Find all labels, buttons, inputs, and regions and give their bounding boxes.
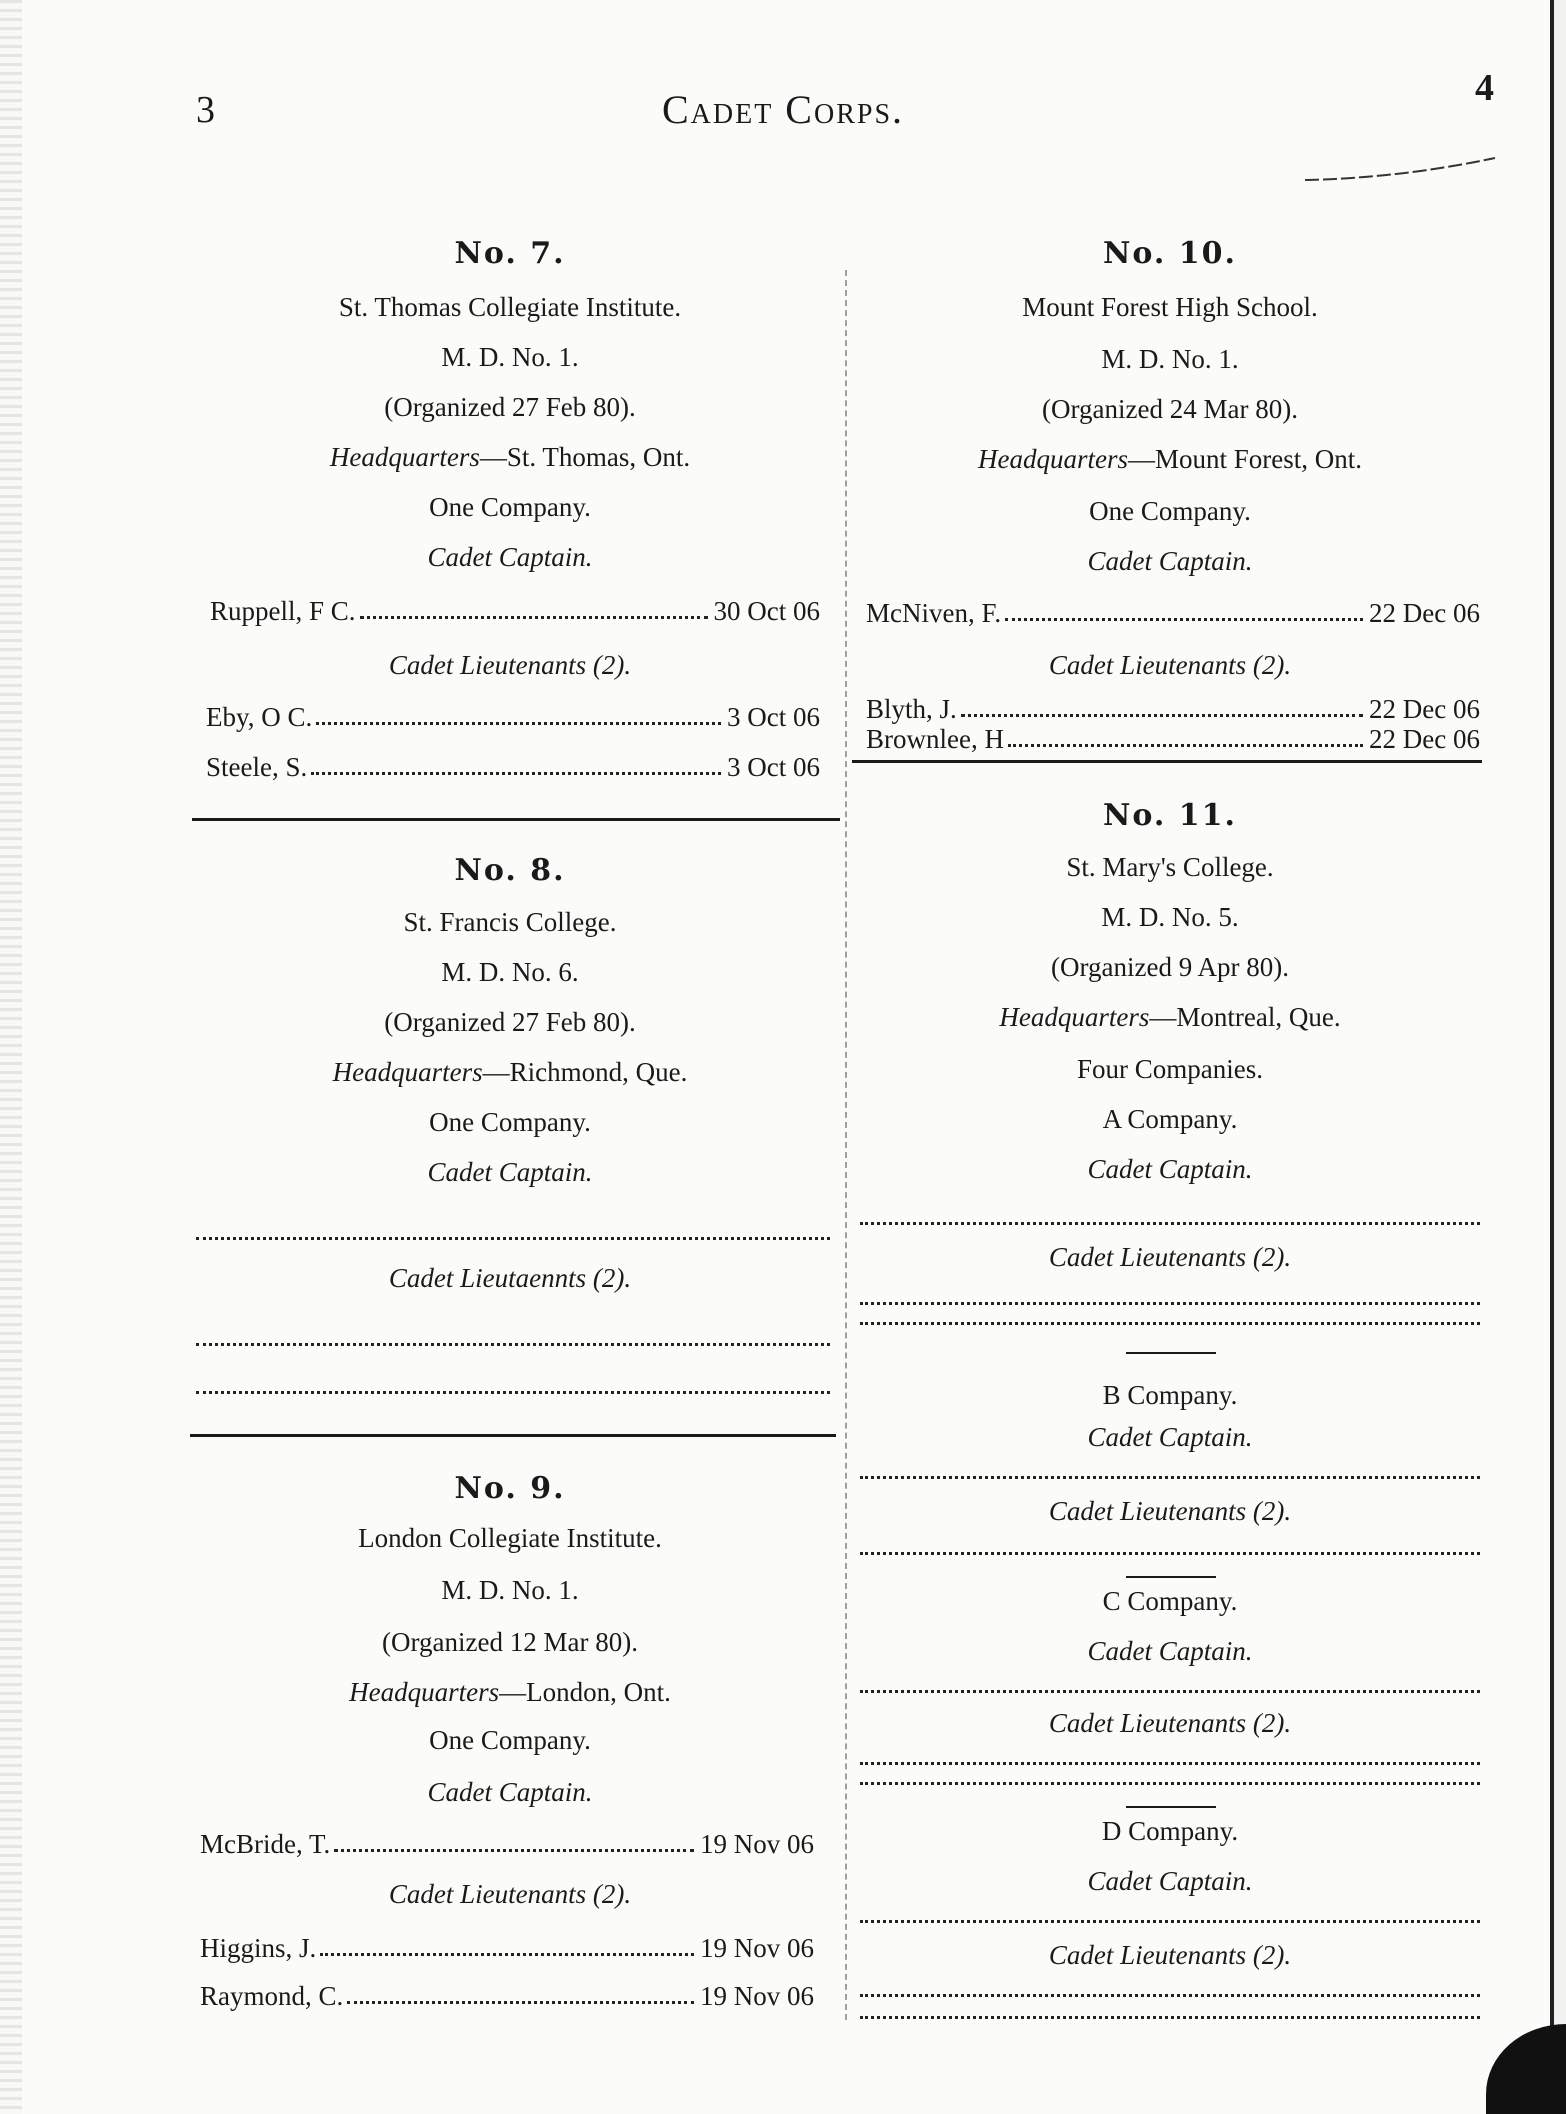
pen-scrawl bbox=[1300, 150, 1500, 190]
captain-heading: Cadet Captain. bbox=[427, 1777, 593, 1807]
headquarters-label: Headquarters bbox=[349, 1677, 500, 1707]
organized-date: (Organized 27 Feb 80). bbox=[384, 1007, 636, 1037]
lieutenants-heading: Cadet Lieutenants (2). bbox=[1048, 650, 1292, 680]
leader-dots bbox=[961, 694, 1363, 717]
appointment-date: 19 Nov 06 bbox=[700, 1933, 814, 1963]
lieutenant-entry bbox=[200, 1933, 814, 1964]
unit-no-10 bbox=[860, 230, 1480, 760]
leader-dots bbox=[1005, 598, 1363, 621]
officer-name: Raymond, C. bbox=[200, 1981, 344, 2011]
blank-entry-line bbox=[196, 1391, 830, 1394]
military-district: M. D. No. 1. bbox=[441, 342, 579, 372]
headquarters-label: Headquarters bbox=[977, 444, 1128, 474]
organized-date: (Organized 12 Mar 80). bbox=[382, 1627, 638, 1657]
unit-no-9 bbox=[190, 1465, 830, 2035]
column-divider bbox=[845, 270, 847, 2020]
officer-name: Brownlee, H bbox=[866, 724, 1004, 754]
institution-name: St. Mary's College. bbox=[1066, 852, 1274, 882]
headquarters-label: Headquarters bbox=[999, 1002, 1150, 1032]
unit-title: No. 9. bbox=[454, 1471, 566, 1506]
institution-name: St. Thomas Collegiate Institute. bbox=[338, 292, 682, 322]
headquarters-place: —Richmond, Que. bbox=[482, 1057, 688, 1087]
officer-name: Eby, O C. bbox=[206, 702, 313, 732]
captain-heading: Cadet Captain. bbox=[1087, 546, 1253, 576]
page-edge-right bbox=[1554, 0, 1566, 2114]
officer-name: Blyth, J. bbox=[866, 694, 957, 724]
company-divider bbox=[1126, 1352, 1216, 1354]
appointment-date: 3 Oct 06 bbox=[727, 702, 820, 732]
companies-count: Four Companies. bbox=[1077, 1054, 1263, 1084]
blank-entry-line bbox=[860, 2016, 1480, 2019]
companies-count: One Company. bbox=[429, 1107, 591, 1137]
lieutenants-heading: Cadet Lieutenants (2). bbox=[388, 1879, 632, 1909]
appointment-date: 22 Dec 06 bbox=[1369, 598, 1480, 628]
lieutenants-heading: Cadet Lieutenants (2). bbox=[1048, 1708, 1292, 1738]
blank-entry-line bbox=[860, 1994, 1480, 1997]
lieutenant-entry bbox=[866, 724, 1480, 755]
headquarters-place: —Montreal, Que. bbox=[1149, 1002, 1341, 1032]
leader-dots bbox=[1008, 724, 1363, 747]
companies-count: One Company. bbox=[429, 1725, 591, 1755]
captain-entry bbox=[200, 1829, 814, 1860]
companies-count: One Company. bbox=[1089, 496, 1251, 526]
officer-name: McBride, T. bbox=[200, 1829, 331, 1859]
military-district: M. D. No. 6. bbox=[441, 957, 579, 987]
blank-entry-line bbox=[860, 1552, 1480, 1555]
page-number-right: 4 bbox=[1475, 67, 1494, 109]
headquarters-label: Headquarters bbox=[332, 1057, 483, 1087]
blank-entry-line bbox=[860, 1302, 1480, 1305]
unit-title: No. 11. bbox=[1103, 798, 1237, 833]
headquarters-place: —St. Thomas, Ont. bbox=[479, 442, 691, 472]
company-divider bbox=[1126, 1806, 1216, 1808]
military-district: M. D. No. 1. bbox=[1101, 344, 1239, 374]
institution-name: Mount Forest High School. bbox=[1022, 292, 1318, 322]
lieutenants-heading: Cadet Lieutenants (2). bbox=[1048, 1940, 1292, 1970]
captain-heading: Cadet Captain. bbox=[1087, 1866, 1253, 1896]
headquarters bbox=[860, 1002, 1480, 1033]
officer-name: Steele, S. bbox=[206, 752, 308, 782]
captain-heading: Cadet Captain. bbox=[1087, 1422, 1253, 1452]
blank-entry-line bbox=[860, 1322, 1480, 1325]
headquarters-label: Headquarters bbox=[329, 442, 480, 472]
leader-dots bbox=[360, 596, 708, 619]
organized-date: (Organized 24 Mar 80). bbox=[1042, 394, 1298, 424]
captain-heading: Cadet Captain. bbox=[427, 542, 593, 572]
headquarters bbox=[190, 1677, 830, 1708]
leader-dots bbox=[334, 1829, 694, 1852]
captain-heading: Cadet Captain. bbox=[1087, 1154, 1253, 1184]
appointment-date: 30 Oct 06 bbox=[713, 596, 820, 626]
page-number-left: 3 bbox=[196, 89, 215, 131]
blank-entry-line bbox=[860, 1782, 1480, 1785]
organized-date: (Organized 27 Feb 80). bbox=[384, 392, 636, 422]
lieutenant-entry bbox=[200, 1981, 814, 2012]
lieutenant-entry bbox=[206, 752, 820, 783]
headquarters bbox=[860, 444, 1480, 475]
captain-entry bbox=[210, 596, 820, 627]
company-name: D Company. bbox=[1101, 1816, 1239, 1846]
headquarters-place: —Mount Forest, Ont. bbox=[1127, 444, 1362, 474]
headquarters bbox=[190, 442, 830, 473]
blank-entry-line bbox=[860, 1476, 1480, 1479]
section-rule bbox=[190, 1434, 836, 1437]
lieutenants-heading: Cadet Lieutenants (2). bbox=[1048, 1242, 1292, 1272]
companies-count: One Company. bbox=[429, 492, 591, 522]
section-rule bbox=[192, 818, 840, 821]
leader-dots bbox=[320, 1933, 694, 1956]
unit-no-7 bbox=[190, 230, 830, 790]
appointment-date: 22 Dec 06 bbox=[1369, 694, 1480, 724]
lieutenant-entry bbox=[206, 702, 820, 733]
unit-no-8 bbox=[190, 845, 830, 1405]
page-edge-left bbox=[0, 0, 22, 2114]
binding-line bbox=[1550, 0, 1554, 2114]
company-name: A Company. bbox=[1102, 1104, 1238, 1134]
captain-heading: Cadet Captain. bbox=[427, 1157, 593, 1187]
running-title: Cadet Corps. bbox=[661, 87, 905, 132]
blank-entry-line bbox=[196, 1343, 830, 1346]
captain-heading: Cadet Captain. bbox=[1087, 1636, 1253, 1666]
company-name: B Company. bbox=[1102, 1380, 1238, 1410]
captain-entry bbox=[866, 598, 1480, 629]
military-district: M. D. No. 1. bbox=[441, 1575, 579, 1605]
lieutenants-heading: Cadet Lieutenants (2). bbox=[1048, 1496, 1292, 1526]
blank-entry-line bbox=[860, 1762, 1480, 1765]
appointment-date: 3 Oct 06 bbox=[727, 752, 820, 782]
section-rule bbox=[852, 760, 1482, 763]
headquarters bbox=[190, 1057, 830, 1088]
corner-ink-blot bbox=[1486, 2024, 1566, 2114]
officer-name: Higgins, J. bbox=[200, 1933, 317, 1963]
institution-name: St. Francis College. bbox=[403, 907, 617, 937]
unit-title: No. 10. bbox=[1103, 236, 1237, 271]
appointment-date: 19 Nov 06 bbox=[700, 1829, 814, 1859]
military-district: M. D. No. 5. bbox=[1101, 902, 1239, 932]
appointment-date: 19 Nov 06 bbox=[700, 1981, 814, 2011]
blank-entry-line bbox=[860, 1690, 1480, 1693]
leader-dots bbox=[347, 1981, 694, 2004]
unit-no-11 bbox=[860, 790, 1480, 2040]
lieutenants-heading: Cadet Lieutenants (2). bbox=[388, 650, 632, 680]
company-name: C Company. bbox=[1102, 1586, 1238, 1616]
blank-entry-line bbox=[196, 1237, 830, 1240]
institution-name: London Collegiate Institute. bbox=[358, 1523, 662, 1553]
lieutenant-entry bbox=[866, 694, 1480, 725]
blank-entry-line bbox=[860, 1920, 1480, 1923]
leader-dots bbox=[311, 752, 721, 775]
leader-dots bbox=[316, 702, 721, 725]
appointment-date: 22 Dec 06 bbox=[1369, 724, 1480, 754]
organized-date: (Organized 9 Apr 80). bbox=[1051, 952, 1289, 982]
unit-title: No. 8. bbox=[454, 853, 566, 888]
company-divider bbox=[1126, 1576, 1216, 1578]
headquarters-place: —London, Ont. bbox=[499, 1677, 671, 1707]
unit-title: No. 7. bbox=[454, 236, 566, 271]
lieutenants-heading: Cadet Lieutaennts (2). bbox=[388, 1263, 632, 1293]
officer-name: McNiven, F. bbox=[866, 598, 1002, 628]
officer-name: Ruppell, F C. bbox=[210, 596, 356, 626]
blank-entry-line bbox=[860, 1222, 1480, 1225]
